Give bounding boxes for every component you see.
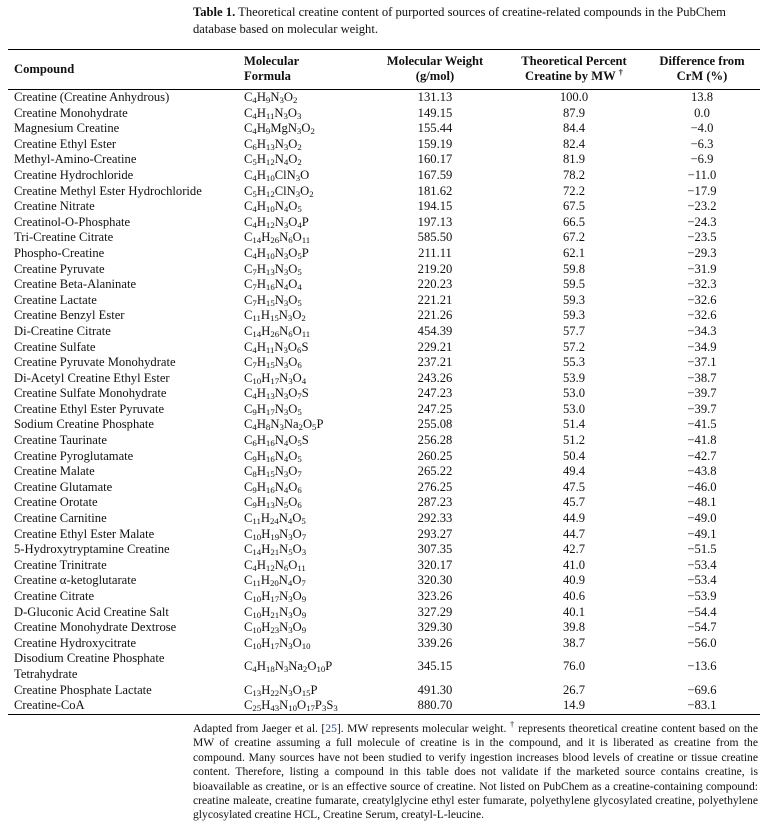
- difference-cell: −69.6: [687, 682, 717, 697]
- difference-cell: −32.6: [687, 308, 717, 323]
- percent-creatine-cell: 44.7: [562, 526, 586, 541]
- molecular-weight-cell: 220.23: [417, 277, 453, 292]
- percent-creatine-cell: 40.9: [562, 573, 586, 588]
- percent-creatine-cell: 81.9: [562, 152, 586, 167]
- compound-cell: 5-Hydroxytryptamine Creatine: [14, 542, 170, 557]
- dagger-mark: †: [618, 66, 624, 77]
- compound-cell: Magnesium Creatine: [14, 121, 120, 136]
- table-row: [8, 605, 760, 621]
- formula-cell: $C_4H_{10}N_4O_5$: [244, 199, 302, 215]
- compound-cell: Creatine Orotate: [14, 495, 98, 510]
- molecular-weight-cell: 320.17: [417, 557, 453, 572]
- formula-cell: $C_5H_{12}N_4O_2$: [244, 152, 302, 168]
- compound-cell: Creatine Ethyl Ester Pyruvate: [14, 401, 165, 416]
- footnote-dagger: †: [509, 719, 515, 730]
- molecular-weight-cell: 181.62: [417, 183, 453, 198]
- difference-cell: −39.7: [687, 386, 717, 401]
- formula-cell: $C_{14}H_{26}N_6O_{11}$: [244, 230, 311, 246]
- compound-cell: Creatine Beta-Alaninate: [14, 277, 137, 292]
- formula-cell: $C_{10}H_{23}N_3O_9$: [244, 620, 307, 636]
- percent-creatine-cell: 59.3: [562, 308, 586, 323]
- formula-cell: $C_{10}H_{17}N_3O_9$: [244, 589, 307, 604]
- formula-cell: $C_{25}H_{43}N_{10}O_{17}P_3S_3$: [244, 698, 338, 714]
- formula-cell: $C_4H_9N_3O_2$: [244, 90, 298, 105]
- molecular-weight-cell: 160.17: [417, 152, 453, 167]
- difference-cell: −11.0: [687, 167, 717, 182]
- difference-cell: −6.9: [690, 152, 714, 167]
- table-row: [8, 527, 760, 543]
- percent-creatine-cell: 87.9: [562, 105, 586, 120]
- molecular-weight-cell: 260.25: [417, 448, 453, 463]
- table-row: [8, 449, 760, 465]
- difference-cell: −41.8: [687, 433, 717, 448]
- percent-creatine-cell: 57.7: [562, 323, 586, 338]
- formula-cell: $C_{10}H_{17}N_3O_{10}$: [244, 635, 311, 651]
- compound-cell: Creatine Ethyl Ester Malate: [14, 526, 155, 541]
- table-row: [8, 277, 760, 293]
- difference-cell: −29.3: [687, 245, 717, 260]
- percent-creatine-cell: 38.7: [562, 635, 586, 650]
- difference-cell: −53.9: [687, 589, 717, 603]
- molecular-weight-cell: 219.20: [417, 261, 453, 276]
- table-row: [8, 651, 760, 682]
- table-row: [8, 106, 760, 122]
- formula-cell: $C_{10}H_{17}N_3O_4$: [244, 370, 307, 386]
- percent-creatine-cell: 59.5: [562, 277, 586, 292]
- difference-cell: −17.9: [687, 183, 717, 198]
- table-row: [8, 137, 760, 153]
- formula-cell: $C_7H_{13}N_3O_5$: [244, 261, 302, 277]
- percent-creatine-cell: 42.7: [562, 542, 586, 557]
- difference-cell: −31.9: [687, 261, 717, 276]
- compound-cell: Creatine Pyruvate: [14, 261, 105, 276]
- difference-cell: −49.0: [687, 511, 717, 526]
- difference-cell: −32.3: [687, 277, 717, 292]
- compound-cell: Creatine Phosphate Lactate: [14, 682, 152, 697]
- molecular-weight-cell: 345.15: [417, 659, 453, 674]
- difference-cell: −54.4: [687, 604, 717, 619]
- difference-cell: 0.0: [694, 105, 710, 120]
- difference-cell: −4.0: [690, 121, 714, 136]
- molecular-weight-cell: 339.26: [417, 635, 453, 650]
- molecular-weight-cell: 237.21: [417, 355, 453, 370]
- percent-creatine-cell: 55.3: [562, 355, 586, 370]
- difference-cell: −23.5: [687, 230, 717, 245]
- percent-creatine-cell: 47.5: [562, 479, 586, 494]
- compound-cell: Creatine Citrate: [14, 589, 95, 603]
- difference-cell: −24.3: [687, 214, 717, 229]
- header-formula: Molecular Formula: [244, 54, 300, 83]
- molecular-weight-cell: 585.50: [417, 230, 453, 245]
- percent-creatine-cell: 53.0: [562, 386, 586, 401]
- compound-cell: Creatine Pyruvate Monohydrate: [14, 355, 176, 370]
- table-row: [8, 558, 760, 574]
- difference-cell: −54.7: [687, 620, 717, 635]
- formula-cell: $C_6H_{16}N_4O_5S$: [244, 433, 309, 449]
- compound-cell: Di-Creatine Citrate: [14, 323, 111, 338]
- table-row: [8, 698, 760, 714]
- formula-cell: $C_4H_{12}N_6O_{11}$: [244, 557, 306, 573]
- table-row: [8, 402, 760, 418]
- compound-cell: Creatine Glutamate: [14, 479, 113, 494]
- formula-cell: $C_7H_{15}N_3O_5$: [244, 292, 302, 308]
- table-row: [8, 324, 760, 340]
- compound-cell: Creatine Malate: [14, 464, 95, 479]
- difference-cell: −39.7: [687, 401, 717, 416]
- difference-cell: −38.7: [687, 370, 717, 385]
- table-caption: [193, 4, 763, 38]
- compound-cell: Creatine Nitrate: [14, 199, 95, 214]
- molecular-weight-cell: 229.21: [417, 339, 453, 354]
- percent-creatine-cell: 57.2: [562, 339, 586, 354]
- difference-cell: 13.8: [690, 90, 714, 104]
- difference-cell: −56.0: [687, 635, 717, 650]
- molecular-weight-cell: 221.21: [417, 292, 453, 307]
- table-row: [8, 152, 760, 168]
- reference-link[interactable]: 25: [325, 722, 337, 735]
- formula-cell: $C_7H_{16}N_4O_4$: [244, 277, 302, 293]
- table-row: [8, 386, 760, 402]
- compound-cell: Creatine Ethyl Ester: [14, 136, 117, 151]
- table-row: [8, 511, 760, 527]
- percent-creatine-cell: 59.3: [562, 292, 586, 307]
- percent-creatine-cell: 78.2: [562, 167, 586, 182]
- percent-creatine-cell: 39.8: [562, 620, 586, 635]
- percent-creatine-cell: 26.7: [562, 682, 586, 697]
- molecular-weight-cell: 880.70: [417, 698, 453, 713]
- percent-creatine-cell: 53.9: [562, 370, 586, 385]
- caption-label: Table 1.: [193, 5, 236, 19]
- formula-cell: $C_4H_9MgN_3O_2$: [244, 121, 315, 137]
- difference-cell: −37.1: [687, 355, 717, 370]
- formula-cell: $C_{10}H_{21}N_3O_9$: [244, 604, 307, 620]
- formula-cell: $C_4H_8N_3Na_2O_5P$: [244, 417, 324, 433]
- formula-cell: $C_4H_{11}N_3O_6S$: [244, 339, 309, 355]
- compound-cell: Creatine Carnitine: [14, 511, 107, 526]
- compound-cell: Creatine Benzyl Ester: [14, 308, 125, 323]
- molecular-weight-cell: 307.35: [417, 542, 453, 557]
- table-row: [8, 168, 760, 184]
- formula-cell: $C_9H_{13}N_5O_6$: [244, 495, 302, 511]
- molecular-weight-cell: 211.11: [418, 245, 452, 260]
- difference-cell: −32.6: [687, 292, 717, 307]
- molecular-weight-cell: 221.26: [417, 308, 453, 323]
- table-row: [8, 683, 760, 699]
- formula-cell: $C_7H_{15}N_3O_6$: [244, 355, 302, 371]
- molecular-weight-cell: 292.33: [417, 511, 453, 526]
- percent-creatine-cell: 51.4: [562, 417, 586, 432]
- formula-cell: $C_{11}H_{15}N_3O_2$: [244, 308, 306, 324]
- table-row: [8, 620, 760, 636]
- creatine-table: [8, 49, 760, 715]
- compound-cell: Di-Acetyl Creatine Ethyl Ester: [14, 370, 170, 385]
- compound-cell: Phospho-Creatine: [14, 245, 105, 260]
- compound-cell: Creatine Hydroxycitrate: [14, 635, 137, 650]
- table-row: [8, 480, 760, 496]
- molecular-weight-cell: 256.28: [417, 433, 453, 448]
- percent-creatine-cell: 45.7: [562, 495, 586, 510]
- table-row: [8, 371, 760, 387]
- header-compound: Compound: [14, 61, 75, 76]
- formula-cell: $C_4H_{12}N_3O_4P$: [244, 214, 309, 230]
- difference-cell: −53.4: [687, 573, 717, 588]
- molecular-weight-cell: 197.13: [417, 214, 453, 229]
- molecular-weight-cell: 155.44: [417, 121, 453, 136]
- table-row: [8, 573, 760, 589]
- difference-cell: −42.7: [687, 448, 717, 463]
- formula-cell: $C_{14}H_{21}N_5O_3$: [244, 542, 307, 558]
- difference-cell: −43.8: [687, 464, 717, 479]
- table-row: [8, 293, 760, 309]
- formula-cell: $C_{13}H_{22}N_3O_{15}P$: [244, 682, 318, 698]
- formula-cell: $C_4H_{10}ClN_3O$: [244, 167, 310, 183]
- header-difference: Difference from CrM (%): [659, 54, 745, 83]
- molecular-weight-cell: 327.29: [417, 604, 453, 619]
- molecular-weight-cell: 320.30: [417, 573, 453, 588]
- difference-cell: −13.6: [687, 659, 717, 674]
- difference-cell: −51.5: [687, 542, 717, 557]
- percent-creatine-cell: 84.4: [562, 121, 586, 136]
- molecular-weight-cell: 454.39: [417, 323, 453, 338]
- compound-cell: Methyl-Amino-Creatine: [14, 152, 137, 167]
- compound-cell: Creatine α-ketoglutarate: [14, 573, 137, 588]
- difference-cell: −46.0: [687, 479, 717, 494]
- compound-cell: Creatine Monohydrate: [14, 105, 128, 120]
- table-row: [8, 636, 760, 652]
- percent-creatine-cell: 82.4: [562, 136, 586, 151]
- table-body: [8, 90, 760, 715]
- percent-creatine-cell: 40.6: [562, 589, 586, 603]
- percent-creatine-cell: 67.5: [562, 199, 586, 214]
- formula-cell: $C_4H_{10}N_3O_5P$: [244, 245, 309, 261]
- formula-cell: $C_9H_{16}N_4O_6$: [244, 479, 302, 495]
- compound-cell: Creatine Sulfate Monohydrate: [14, 386, 167, 401]
- compound-cell: Creatine Taurinate: [14, 433, 107, 448]
- formula-cell: $C_5H_{12}ClN_3O_2$: [244, 183, 314, 199]
- table-row: [8, 215, 760, 231]
- difference-cell: −41.5: [687, 417, 717, 432]
- difference-cell: −53.4: [687, 557, 717, 572]
- difference-cell: −34.9: [687, 339, 717, 354]
- compound-cell: Creatine Pyroglutamate: [14, 448, 134, 463]
- difference-cell: −34.3: [687, 323, 717, 338]
- compound-cell: Creatine Methyl Ester Hydrochloride: [14, 183, 202, 198]
- compound-cell: Creatine Monohydrate Dextrose: [14, 620, 177, 635]
- molecular-weight-cell: 329.30: [417, 620, 453, 635]
- molecular-weight-cell: 287.23: [417, 495, 453, 510]
- molecular-weight-cell: 247.23: [417, 386, 453, 401]
- caption-text: Theoretical creatine content of purported sources of creatine-related compounds in the PubChem database based on molecular weight.: [193, 5, 726, 36]
- table-row: [8, 262, 760, 278]
- percent-creatine-cell: 40.1: [562, 604, 586, 619]
- molecular-weight-cell: 194.15: [417, 199, 453, 214]
- compound-cell: D-Gluconic Acid Creatine Salt: [14, 604, 169, 619]
- table-row: [8, 308, 760, 324]
- header-molecular-weight: Molecular Weight (g/mol): [386, 54, 484, 83]
- percent-creatine-cell: 100.0: [559, 90, 589, 104]
- difference-cell: −23.2: [687, 199, 717, 214]
- table-footnote: Adapted from Jaeger et al. [25]. MW represents molecular weight. † represents theoretical creatine content based on the MW of creatine assuming a full molecule of creatine is in the compound, and it is liberated as creatine from the compound. Many sources have not been studied to verify ingestion increases blood levels of creatine or tissue creatine content. Therefore, listing a compound in this table does not validate if the marketed source contains creatine, is bioavailable as creatine, or is an effective source of creatine. Not listed on PubChem as a creatine-containing compound: creatine maleate, creatine fumarate, creatylglycine ethyl ester fumarate, polyethylene glycosylated creatine, polyethylene glycosylated creatine HCL, Creatine Serum, creatyl-L-leucine.: [193, 719, 758, 822]
- compound-cell: Creatine Lactate: [14, 292, 97, 307]
- table-row: [8, 589, 760, 605]
- header-row: [8, 50, 760, 90]
- difference-cell: −48.1: [687, 495, 717, 510]
- formula-cell: $C_8H_{15}N_3O_7$: [244, 464, 302, 480]
- difference-cell: −83.1: [687, 698, 717, 713]
- formula-cell: $C_9H_{17}N_3O_5$: [244, 401, 302, 417]
- percent-creatine-cell: 51.2: [562, 433, 586, 448]
- molecular-weight-cell: 323.26: [417, 589, 453, 603]
- percent-creatine-cell: 67.2: [562, 230, 586, 245]
- difference-cell: −49.1: [687, 526, 717, 541]
- formula-cell: $C_4H_{11}N_3O_3$: [244, 105, 302, 121]
- table-row: [8, 355, 760, 371]
- percent-creatine-cell: 72.2: [562, 183, 586, 198]
- compound-cell: Creatine (Creatine Anhydrous): [14, 90, 170, 104]
- compound-cell: Creatinol-O-Phosphate: [14, 214, 131, 229]
- table-row: [8, 90, 760, 106]
- table-row: [8, 199, 760, 215]
- percent-creatine-cell: 49.4: [562, 464, 586, 479]
- difference-cell: −6.3: [690, 136, 714, 151]
- compound-cell: Disodium Creatine Phosphate Tetrahydrate: [14, 651, 165, 681]
- formula-cell: $C_{10}H_{19}N_3O_7$: [244, 526, 307, 542]
- table-row: [8, 417, 760, 433]
- formula-cell: $C_{14}H_{26}N_6O_{11}$: [244, 323, 311, 339]
- molecular-weight-cell: 491.30: [417, 682, 453, 697]
- molecular-weight-cell: 131.13: [417, 90, 453, 104]
- table-row: [8, 340, 760, 356]
- formula-cell: $C_4H_{13}N_3O_7S$: [244, 386, 309, 402]
- percent-creatine-cell: 14.9: [562, 698, 586, 713]
- table-row: [8, 246, 760, 262]
- molecular-weight-cell: 149.15: [417, 105, 453, 120]
- table-row: [8, 121, 760, 137]
- compound-cell: Sodium Creatine Phosphate: [14, 417, 154, 432]
- table-row: [8, 464, 760, 480]
- compound-cell: Creatine Trinitrate: [14, 557, 107, 572]
- percent-creatine-cell: 41.0: [562, 557, 586, 572]
- molecular-weight-cell: 167.59: [417, 167, 453, 182]
- compound-cell: Creatine-CoA: [14, 698, 85, 713]
- compound-cell: Creatine Hydrochloride: [14, 167, 134, 182]
- formula-cell: $C_4H_{18}N_3Na_2O_{10}P$: [244, 659, 333, 675]
- formula-cell: $C_9H_{16}N_4O_5$: [244, 448, 302, 464]
- percent-creatine-cell: 59.8: [562, 261, 586, 276]
- formula-cell: $C_6H_{13}N_3O_2$: [244, 136, 302, 152]
- table-row: [8, 230, 760, 246]
- molecular-weight-cell: 265.22: [417, 464, 453, 479]
- table-row: [8, 495, 760, 511]
- molecular-weight-cell: 276.25: [417, 479, 453, 494]
- compound-cell: Tri-Creatine Citrate: [14, 230, 114, 245]
- molecular-weight-cell: 159.19: [417, 136, 453, 151]
- percent-creatine-cell: 44.9: [562, 511, 586, 526]
- formula-cell: $C_{11}H_{24}N_4O_5$: [244, 511, 306, 527]
- percent-creatine-cell: 62.1: [562, 245, 586, 260]
- molecular-weight-cell: 247.25: [417, 401, 453, 416]
- table-row: [8, 433, 760, 449]
- molecular-weight-cell: 255.08: [417, 417, 453, 432]
- table-row: [8, 542, 760, 558]
- table-row: [8, 184, 760, 200]
- percent-creatine-cell: 53.0: [562, 401, 586, 416]
- percent-creatine-cell: 50.4: [562, 448, 586, 463]
- compound-cell: Creatine Sulfate: [14, 339, 96, 354]
- molecular-weight-cell: 243.26: [417, 370, 453, 385]
- percent-creatine-cell: 66.5: [562, 214, 586, 229]
- formula-cell: $C_{11}H_{20}N_4O_7$: [244, 573, 306, 589]
- percent-creatine-cell: 76.0: [562, 659, 586, 674]
- header-theoretical-percent: Theoretical Percent Creatine by MW †: [521, 54, 627, 83]
- molecular-weight-cell: 293.27: [417, 526, 453, 541]
